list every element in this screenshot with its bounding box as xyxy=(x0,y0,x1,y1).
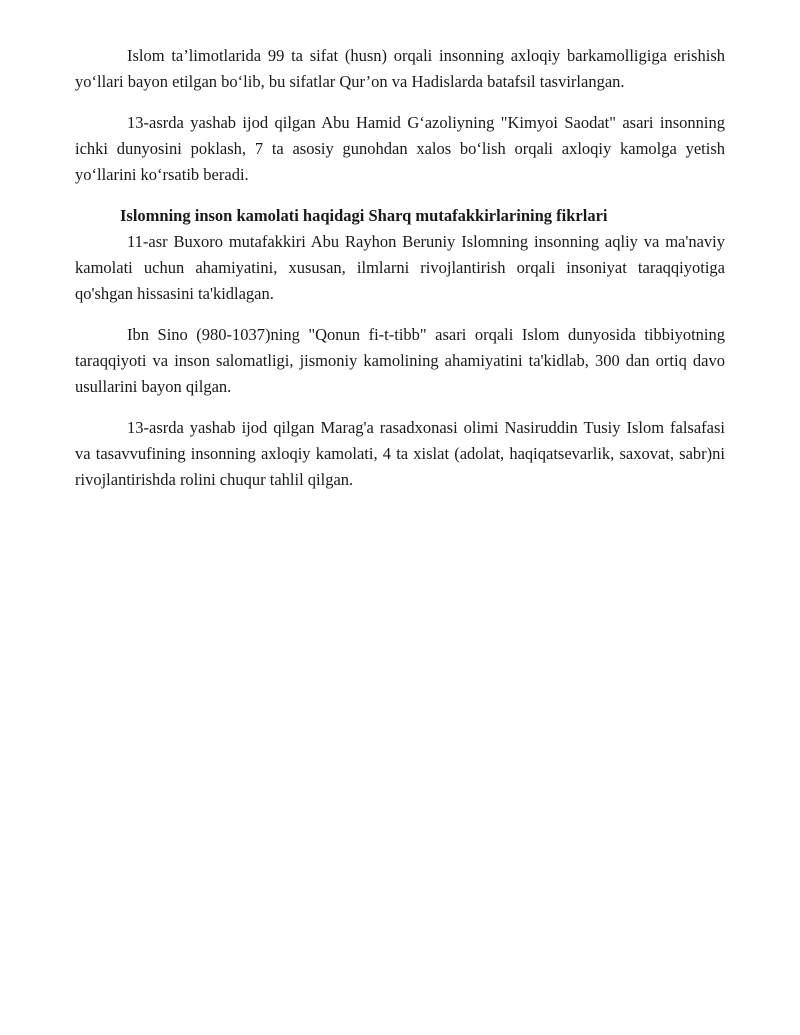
paragraph-ibn-sino: Ibn Sino (980-1037)ning "Qonun fi-t-tibb" asari orqali Islom dunyosida tibbiyotning taraqqiyoti va inson salomatligi, jismoniy kamolining ahamiyatini ta'kidlab, 300 dan ortiq davo usullarini bayon qilgan. xyxy=(75,325,725,396)
paragraph-99-attributes: Islom ta’limotlarida 99 ta sifat (husn) orqali insonning axloqiy barkamolligiga erishish yo‘llari bayon etilgan bo‘lib, bu sifatlar Qur’on va Hadislarda batafsil tasvirlangan. xyxy=(75,46,725,91)
document-page xyxy=(75,43,725,493)
section-heading: Islomning inson kamolati haqidagi Sharq mutafakkirlarining fikrlari xyxy=(120,206,608,225)
paragraph-ghazali: 13-asrda yashab ijod qilgan Abu Hamid G‘azoliyning "Kimyoi Saodat" asari insonning ichki dunyosini poklash, 7 ta asosiy gunohdan xalos bo‘lish orqali axloqiy kamolga yetish yo‘llarini ko‘rsatib beradi. xyxy=(75,113,725,184)
paragraph-tusiy: 13-asrda yashab ijod qilgan Marag'a rasadxonasi olimi Nasiruddin Tusiy Islom falsafasi va tasavvufining insonning axloqiy kamolati, 4 ta xislat (adolat, haqiqatsevarlik, saxovat, sabr)ni rivojlantirishda rolini chuqur tahlil qilgan. xyxy=(75,418,725,489)
paragraph-beruniy: 11-asr Buxoro mutafakkiri Abu Rayhon Beruniy Islomning insonning aqliy va ma'naviy kamolati uchun ahamiyatini, xususan, ilmlarni rivojlantirish orqali insoniyat taraqqiyotiga qo'shgan hissasini ta'kidlagan. xyxy=(75,232,725,303)
